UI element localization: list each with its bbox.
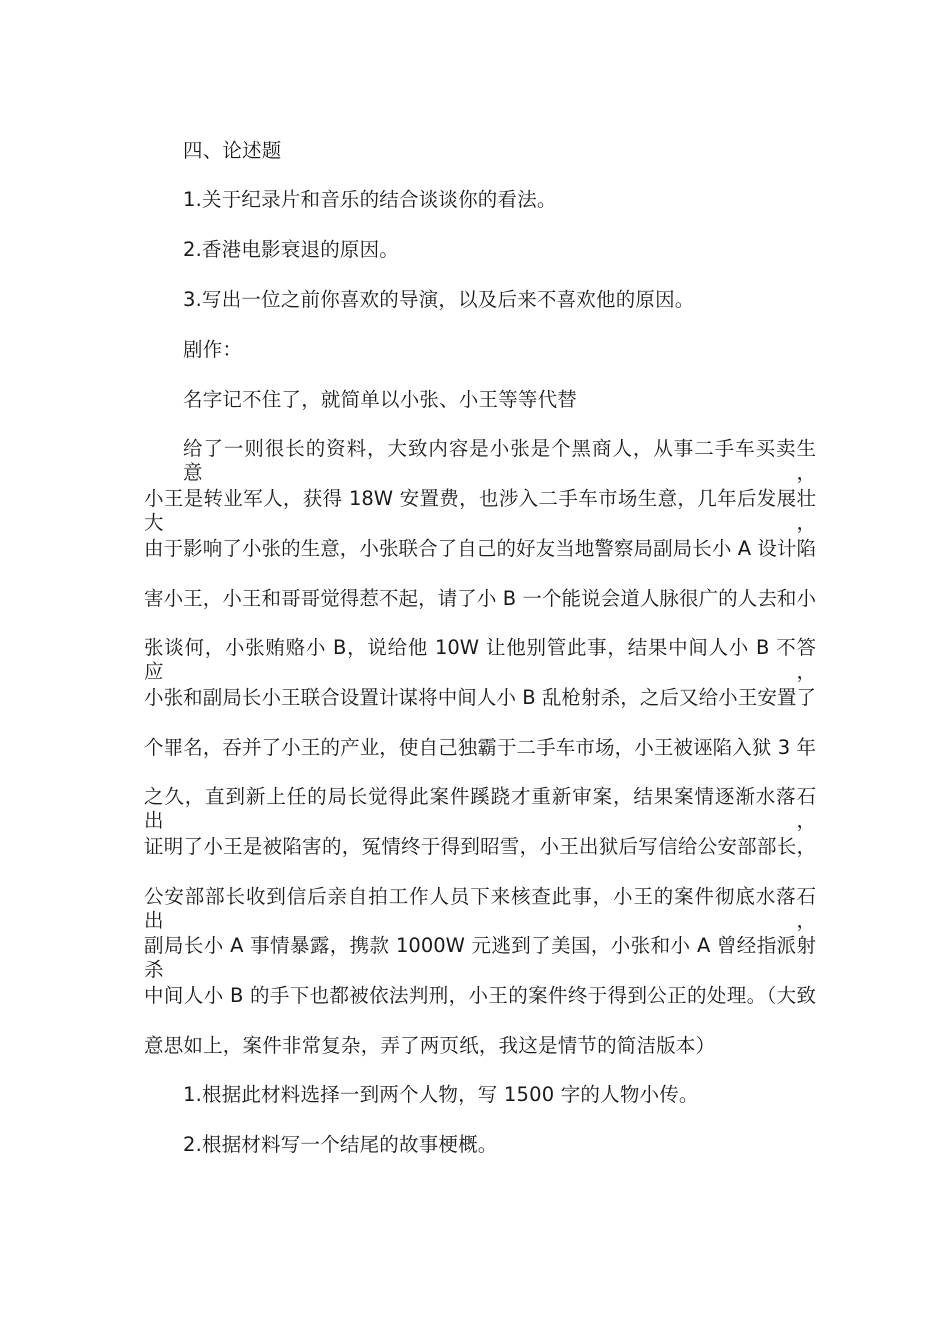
material-line-5: 张谈何，小张贿赂小 B，说给他 10W 让他别管此事，结果中间人小 B 不答应， [144, 636, 816, 683]
essay-question-1: 1.关于纪录片和音乐的结合谈谈你的看法。 [183, 188, 557, 211]
material-line-8: 之久，直到新上任的局长觉得此案件蹊跷才重新审案，结果案情逐渐水落石出， [144, 785, 816, 832]
material-line-13: 意思如上，案件非常复杂，弄了两页纸，我这是情节的简洁版本） [144, 1034, 716, 1057]
material-line-3: 由于影响了小张的生意，小张联合了自己的好友当地警察局副局长小 A 设计陷 [144, 537, 816, 560]
material-line-9: 证明了小王是被陷害的，冤情终于得到昭雪，小王出狱后写信给公安部部长， [144, 835, 816, 858]
essay-question-3: 3.写出一位之前你喜欢的导演，以及后来不喜欢他的原因。 [183, 288, 695, 311]
name-note: 名字记不住了，就简单以小张、小王等等代替 [183, 388, 578, 411]
material-line-10: 公安部部长收到信后亲自拍工作人员下来核查此事，小王的案件彻底水落石出， [144, 885, 816, 932]
section-heading: 四、论述题 [183, 139, 282, 162]
material-line-6: 小张和副局长小王联合设置计谋将中间人小 B 乱枪射杀，之后又给小王安置了 [144, 686, 816, 709]
task-2: 2.根据材料写一个结尾的故事梗概。 [183, 1133, 498, 1156]
script-heading: 剧作： [183, 338, 243, 361]
material-line-1: 给了一则很长的资料，大致内容是小张是个黑商人，从事二手车买卖生意， [183, 437, 816, 484]
material-line-11: 副局长小 A 事情暴露，携款 1000W 元逃到了美国，小张和小 A 曾经指派射杀 [144, 934, 816, 981]
task-1: 1.根据此材料选择一到两个人物，写 1500 字的人物小传。 [183, 1083, 699, 1106]
material-line-2: 小王是转业军人，获得 18W 安置费，也涉入二手车市场生意，几年后发展壮大， [144, 487, 816, 534]
essay-question-2: 2.香港电影衰退的原因。 [183, 238, 400, 261]
material-line-4: 害小王，小王和哥哥觉得惹不起，请了小 B 一个能说会道人脉很广的人去和小 [144, 587, 816, 610]
material-line-7: 个罪名，吞并了小王的产业，使自己独霸于二手车市场，小王被诬陷入狱 3 年 [144, 736, 816, 759]
material-line-12: 中间人小 B 的手下也都被依法判刑，小王的案件终于得到公正的处理。（大致 [144, 984, 816, 1007]
